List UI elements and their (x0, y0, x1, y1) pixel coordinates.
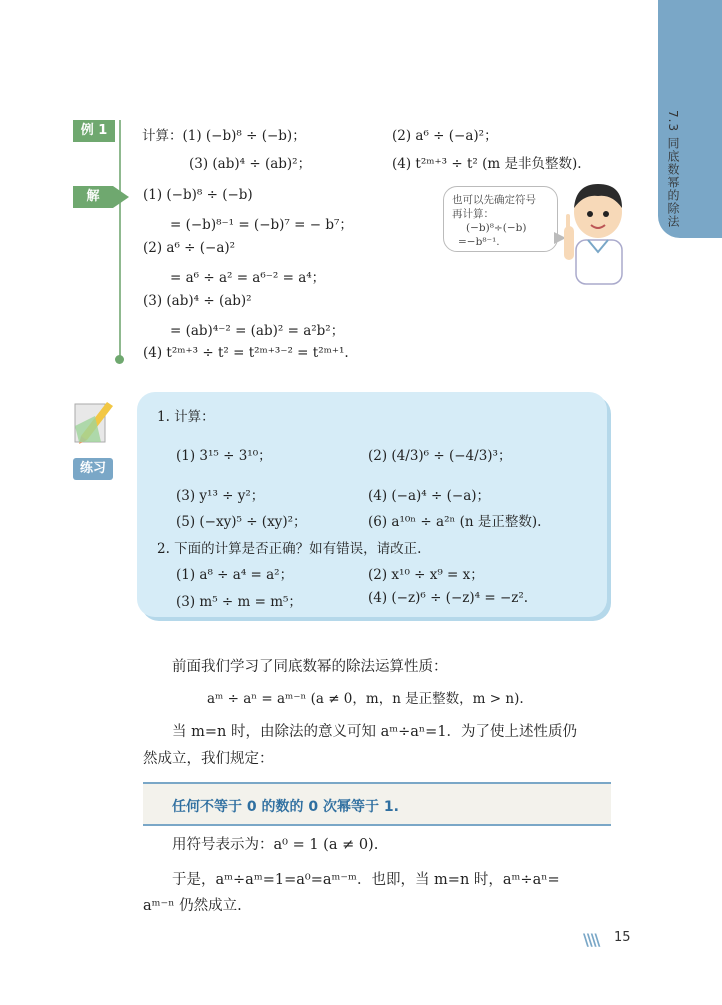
bubble-line-3: (−b)⁸÷(−b) (466, 222, 527, 234)
solution-tag-arrow (113, 186, 129, 208)
body-paragraph-4b: aᵐ⁻ⁿ 仍然成立. (143, 898, 242, 914)
example-problem-2: (2) a⁶ ÷ (−a)²； (392, 128, 498, 144)
practice-q1-item-4: (4) (−a)⁴ ÷ (−a)； (368, 488, 491, 504)
solution-guide-line (119, 120, 121, 360)
solution-line-3: (2) a⁶ ÷ (−a)² (143, 240, 236, 256)
practice-q2-item-2: (2) x¹⁰ ÷ x⁹ = x； (368, 567, 484, 583)
solution-end-dot (115, 355, 124, 364)
example-problem-1: 计算：(1) (−b)⁸ ÷ (−b)； (142, 128, 306, 144)
solution-tag: 解 (73, 186, 113, 208)
practice-q1-item-2: (2) (4/3)⁶ ÷ (−4/3)³； (368, 448, 512, 464)
bubble-line-4: =−b⁸⁻¹. (458, 236, 500, 248)
bubble-line-1: 也可以先确定符号 (452, 194, 536, 206)
practice-q2-item-1: (1) a⁸ ÷ a⁴ = a²； (176, 567, 294, 583)
body-paragraph-2a: 当 m=n 时，由除法的意义可知 aᵐ÷aⁿ=1．为了使上述性质仍 (172, 724, 578, 740)
solution-line-6: = (ab)⁴⁻² = (ab)² = a²b²； (170, 323, 345, 339)
body-paragraph-3: 用符号表示为：a⁰ = 1 (a ≠ 0). (172, 837, 379, 853)
practice-q2-item-4: (4) (−z)⁶ ÷ (−z)⁴ = −z². (368, 590, 529, 606)
practice-q1-item-6: (6) a¹⁰ⁿ ÷ a²ⁿ (n 是正整数). (368, 514, 542, 530)
practice-pencil-icon (71, 396, 117, 448)
page-number-decoration: \\\\ (583, 930, 599, 949)
hint-speech-bubble (443, 186, 558, 252)
body-paragraph-2b: 然成立，我们规定： (143, 751, 274, 767)
practice-q1-item-1: (1) 3¹⁵ ÷ 3¹⁰； (176, 448, 272, 464)
body-paragraph-4a: 于是，aᵐ÷aᵐ=1=a⁰=aᵐ⁻ᵐ．也即，当 m=n 时，aᵐ÷aⁿ= (172, 872, 560, 888)
example-problem-4: (4) t²ᵐ⁺³ ÷ t² (m 是非负整数). (392, 156, 582, 172)
bubble-line-2: 再计算： (452, 208, 494, 220)
chapter-side-label: 7.3 同底数幂的除法 (666, 110, 680, 228)
practice-q2-title: 2. 下面的计算是否正确？如有错误，请改正. (157, 541, 422, 557)
practice-q1-title: 1. 计算： (157, 409, 215, 425)
practice-q2-item-3: (3) m⁵ ÷ m = m⁵； (176, 594, 302, 610)
example-problem-3: (3) (ab)⁴ ÷ (ab)²； (189, 156, 312, 172)
body-paragraph-1: 前面我们学习了同底数幂的除法运算性质： (172, 659, 448, 675)
practice-box (137, 392, 607, 617)
solution-line-7: (4) t²ᵐ⁺³ ÷ t² = t²ᵐ⁺³⁻² = t²ᵐ⁺¹. (143, 345, 349, 361)
rule-statement: 任何不等于 0 的数的 0 次幂等于 1. (172, 799, 399, 815)
solution-line-2: = (−b)⁸⁻¹ = (−b)⁷ = − b⁷； (170, 217, 353, 233)
practice-q1-item-3: (3) y¹³ ÷ y²； (176, 488, 265, 504)
solution-line-1: (1) (−b)⁸ ÷ (−b) (143, 187, 253, 203)
boy-illustration (560, 178, 632, 288)
practice-tag: 练习 (73, 458, 113, 480)
page-number: 15 (614, 930, 631, 945)
example-tag: 例 1 (73, 120, 115, 142)
practice-q1-item-5: (5) (−xy)⁵ ÷ (xy)²； (176, 514, 307, 530)
solution-line-5: (3) (ab)⁴ ÷ (ab)² (143, 293, 252, 309)
solution-line-4: = a⁶ ÷ a² = a⁶⁻² = a⁴； (170, 270, 326, 286)
body-formula: aᵐ ÷ aⁿ = aᵐ⁻ⁿ (a ≠ 0，m，n 是正整数，m > n). (207, 691, 524, 707)
